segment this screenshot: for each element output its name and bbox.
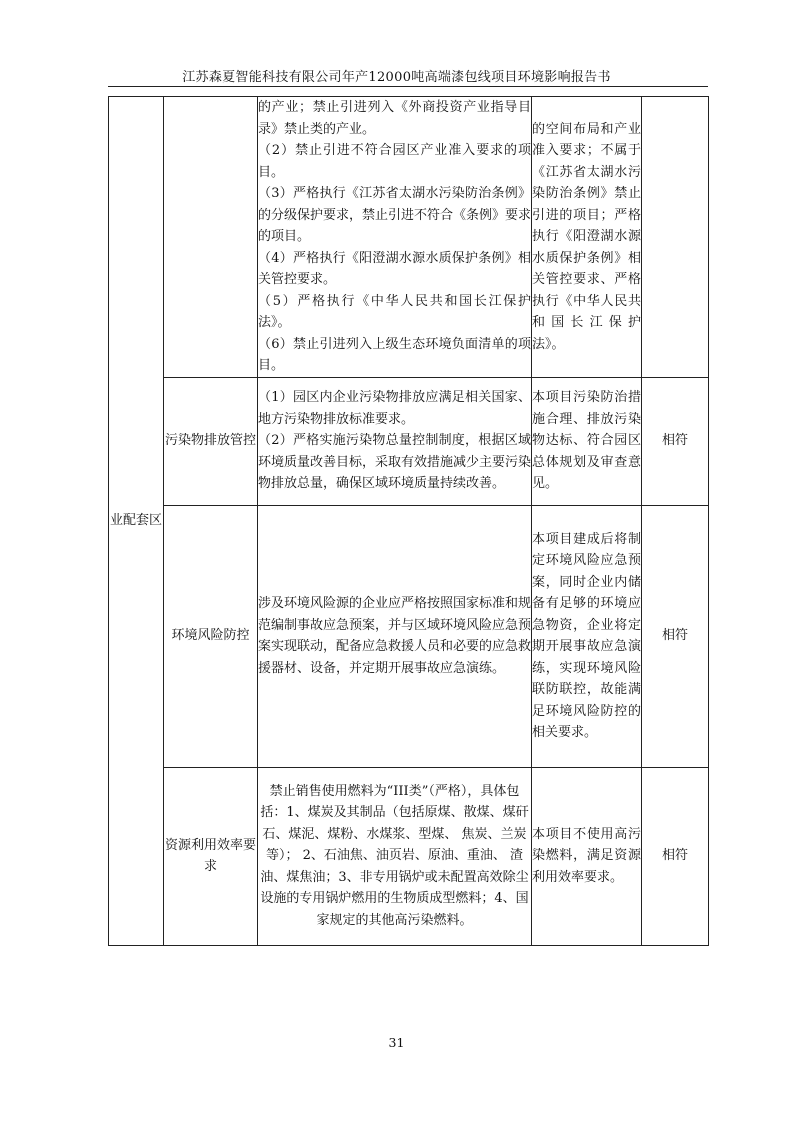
table-row — [109, 377, 709, 505]
category-cell: 业配套区 — [109, 97, 164, 946]
requirement-line: （5）严格执行《中华人民共和国长江保护法》。 — [258, 293, 531, 330]
conclusion-cell — [642, 97, 709, 378]
conclusion-cell: 相符 — [642, 377, 709, 505]
subcategory-cell: 环境风险防控 — [164, 505, 258, 767]
requirement-line: （1）园区内企业污染物排放应满足相关国家、地方污染物排放标准要求。 — [258, 390, 531, 427]
requirement-line: （2）禁止引进不符合园区产业准入要求的项目。 — [258, 143, 531, 180]
requirement-cell — [258, 97, 532, 378]
requirement-cell — [258, 767, 532, 945]
project-status-cell: 本项目建成后将制定环境风险应急预案，同时企业内储备有足够的环境应急物资，企业将定期开展事故应急演练，实现环境风险联防联控，故能满足环境风险防控的相关要求。 — [532, 505, 642, 767]
page-header: 江苏森夏智能科技有限公司年产12000吨高端漆包线项目环境影响报告书 — [182, 70, 611, 85]
requirement-cell — [258, 377, 532, 505]
conclusion-cell: 相符 — [642, 505, 709, 767]
subcategory-cell — [164, 97, 258, 378]
requirements-table — [108, 96, 709, 946]
header-divider — [108, 86, 708, 87]
table-row — [109, 97, 709, 378]
project-status-cell: 的空间布局和产业准入要求；不属于《江苏省太湖水污染防治条例》禁止引进的项目；严格执行《阳澄湖水源水质保护条例》相关管控要求、严格执行《中华人民共和国长江保护法》。 — [532, 97, 642, 378]
page-number: 31 — [388, 1035, 405, 1050]
requirement-line: （6）禁止引进列入上级生态环境负面清单的项目。 — [258, 336, 531, 373]
requirement-line: （2）严格实施污染物总量控制制度，根据区域环境质量改善目标，采取有效措施减少主要污染物排放总量，确保区域环境质量持续改善。 — [258, 433, 532, 492]
requirement-line: 的产业；禁止引进列入《外商投资产业指导目录》禁止类的产业。 — [258, 100, 531, 137]
subcategory-cell: 污染物排放管控 — [164, 377, 258, 505]
requirement-line: 禁止销售使用燃料为“III类”（严格），具体包括：1、煤炭及其制品（包括原煤、散煤、煤矸石、煤泥、煤粉、水煤浆、型煤、 焦炭、兰炭等）； 2、石油焦、油页岩、原油、重油、 渣油、煤焦油；3、非专用锅炉或未配置高效除尘设施的专用锅炉燃用的生物质成型燃料；4、国家规定的其他高污染燃料。 — [260, 783, 529, 928]
table-row — [109, 505, 709, 767]
requirement-line: （4）严格执行《阳澄湖水源水质保护条例》相关管控要求。 — [258, 250, 531, 287]
requirement-line: （3）严格执行《江苏省太湖水污染防治条例》的分级保护要求，禁止引进不符合《条例》要求的项目。 — [258, 186, 532, 244]
conclusion-cell: 相符 — [642, 767, 709, 945]
table-row — [109, 767, 709, 945]
project-status-cell: 本项目不使用高污染燃料，满足资源利用效率要求。 — [532, 767, 642, 945]
subcategory-cell: 资源利用效率要求 — [164, 767, 258, 945]
requirement-line: 涉及环境风险源的企业应严格按照国家标准和规范编制事故应急预案，并与区域环境风险应急预案实现联动，配备应急救援人员和必要的应急救援器材、设备，并定期开展事故应急演练。 — [258, 596, 532, 676]
requirement-cell — [258, 505, 532, 767]
project-status-cell: 本项目污染防治措施合理、排放污染物达标、符合园区总体规划及审查意见。 — [532, 377, 642, 505]
